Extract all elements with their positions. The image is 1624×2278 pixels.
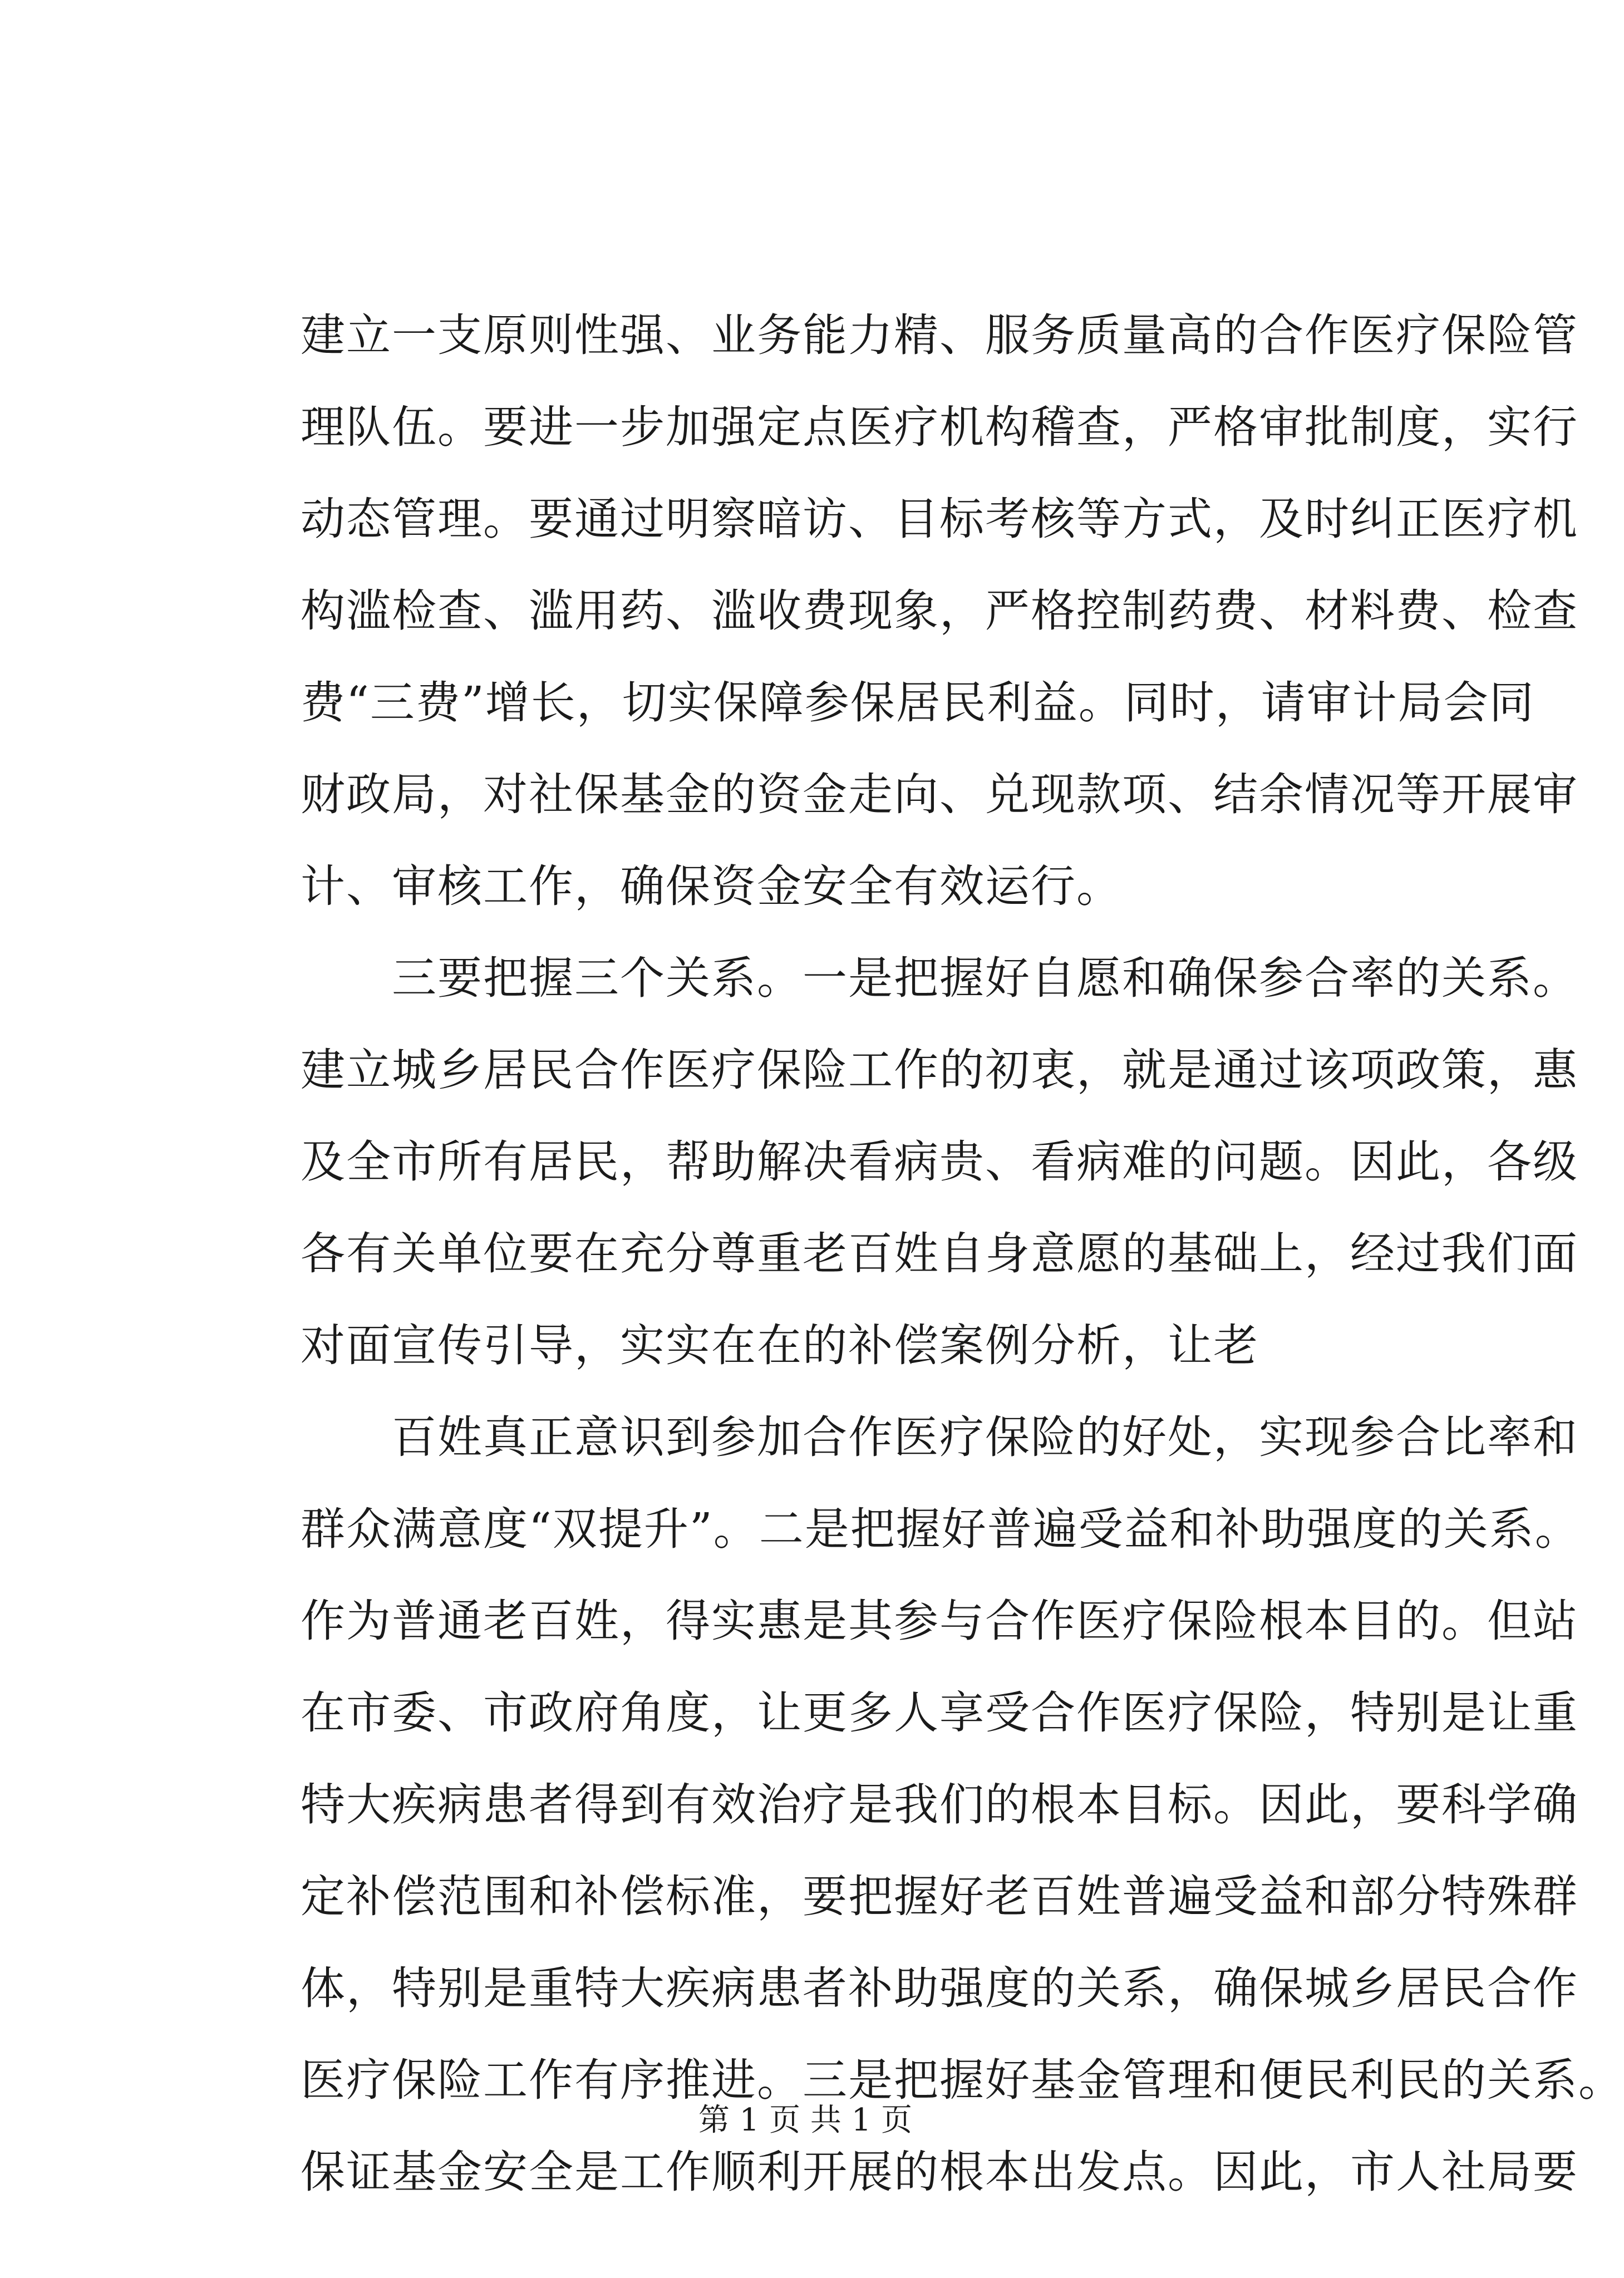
text-line: 保证基金安全是工作顺利开展的根本出发点。因此，市人社局要	[301, 2146, 1578, 2198]
text-line: 计、审核工作，确保资金安全有效运行。	[301, 860, 1122, 912]
text-line: 各有关单位要在充分尊重老百姓自身意愿的基础上，经过我们面	[301, 1228, 1578, 1280]
text-line: 作为普通老百姓，得实惠是其参与合作医疗保险根本目的。但站	[301, 1595, 1578, 1647]
text-line: 定补偿范围和补偿标准，要把握好老百姓普遍受益和部分特殊群	[301, 1871, 1578, 1922]
text-line: 理队伍。要进一步加强定点医疗机构稽查，严格审批制度，实行	[301, 401, 1578, 453]
text-line: 群众满意度“双提升”。二是把握好普遍受益和补助强度的关系。	[301, 1503, 1581, 1555]
text-line: 特大疾病患者得到有效治疗是我们的根本目标。因此，要科学确	[301, 1779, 1578, 1831]
text-line: 动态管理。要通过明察暗访、目标考核等方式，及时纠正医疗机	[301, 493, 1578, 545]
text-line: 及全市所有居民，帮助解决看病贵、看病难的问题。因此，各级	[301, 1136, 1578, 1188]
body-text	[301, 289, 1624, 2218]
text-line: 在市委、市政府角度，让更多人享受合作医疗保险，特别是让重	[301, 1687, 1578, 1739]
text-line: 对面宣传引导，实实在在的补偿案例分析，让老	[301, 1320, 1259, 1371]
text-line: 建立一支原则性强、业务能力精、服务质量高的合作医疗保险管	[301, 309, 1578, 361]
text-line: 费“三费”增长，切实保障参保居民利益。同时，请审计局会同	[301, 677, 1535, 729]
page-number-footer: 第 1 页 共 1 页	[698, 2102, 913, 2138]
text-line: 财政局，对社保基金的资金走向、兑现款项、结余情况等开展审	[301, 769, 1578, 820]
text-line: 构滥检查、滥用药、滥收费现象，严格控制药费、材料费、检查	[301, 585, 1578, 637]
text-line: 百姓真正意识到参加合作医疗保险的好处，实现参合比率和	[301, 1411, 1578, 1463]
text-line: 体，特别是重特大疾病患者补助强度的关系，确保城乡居民合作	[301, 1962, 1578, 2014]
text-line: 医疗保险工作有序推进。三是把握好基金管理和便民利民的关系。	[301, 2054, 1624, 2106]
text-line: 建立城乡居民合作医疗保险工作的初衷，就是通过该项政策，惠	[301, 1044, 1578, 1096]
text-line: 三要把握三个关系。一是把握好自愿和确保参合率的关系。	[301, 952, 1578, 1004]
